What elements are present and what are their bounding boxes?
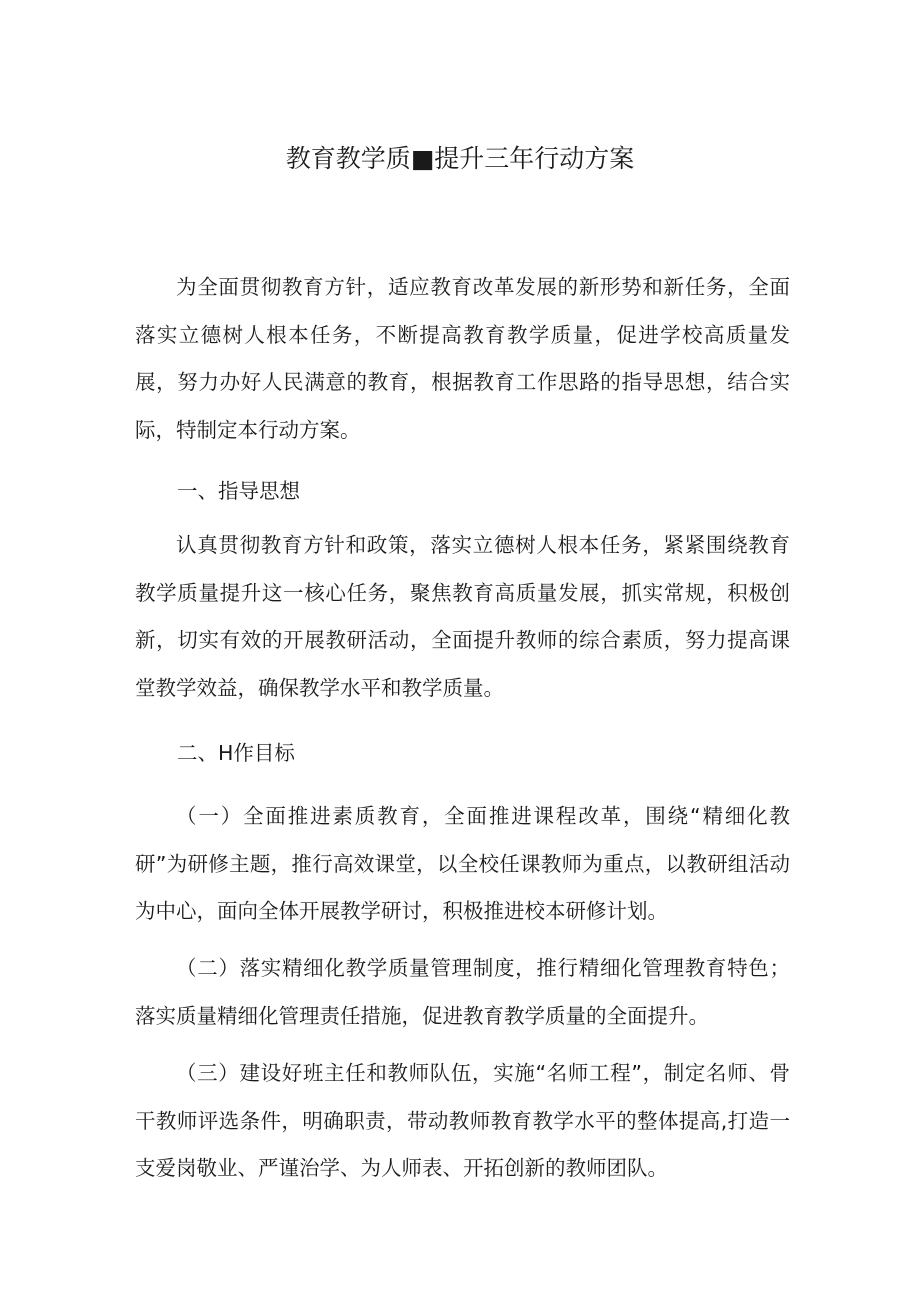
goal-2-paragraph: （二）落实精细化教学质量管理制度，推行精细化管理教育特色；落实质量精细化管理责任措施，促进教育教学质量的全面提升。 <box>135 956 790 1028</box>
section-heading-guiding-ideology: 一、指导思想 <box>177 479 300 503</box>
goal-3-paragraph: （三）建设好班主任和教师队伍，实施“名师工程”，制定名师、骨干教师评选条件，明确职责，带动教师教育教学水平的整体提高,打造一支爱岗敬业、严谨治学、为人师表、开拓创新的教师团队。 <box>135 1061 790 1180</box>
guiding-ideology-paragraph: 认真贯彻教育方针和政策，落实立德树人根本任务，紧紧围绕教育教学质量提升这一核心任务，聚焦教育高质量发展，抓实常规，积极创新，切实有效的开展教研活动，全面提升教师的综合素质，努力提高课堂教学效益，确保教学水平和教学质量。 <box>135 533 790 700</box>
intro-paragraph: 为全面贯彻教育方针，适应教育改革发展的新形势和新任务，全面落实立德树人根本任务，不断提高教育教学质量，促进学校高质量发展，努力办好人民满意的教育，根据教育工作思路的指导思想，结合实际，特制定本行动方案。 <box>135 275 790 442</box>
document-title: 教育教学质■提升三年行动方案 <box>285 144 635 173</box>
goal-1-paragraph: （一）全面推进素质教育，全面推进课程改革，围绕“精细化教研”为研修主题，推行高效课堂，以全校任课教师为重点，以教研组活动为中心，面向全体开展教学研讨，积极推进校本研修计划。 <box>135 804 790 923</box>
section-heading-work-goals: 二、H作目标 <box>177 741 295 765</box>
